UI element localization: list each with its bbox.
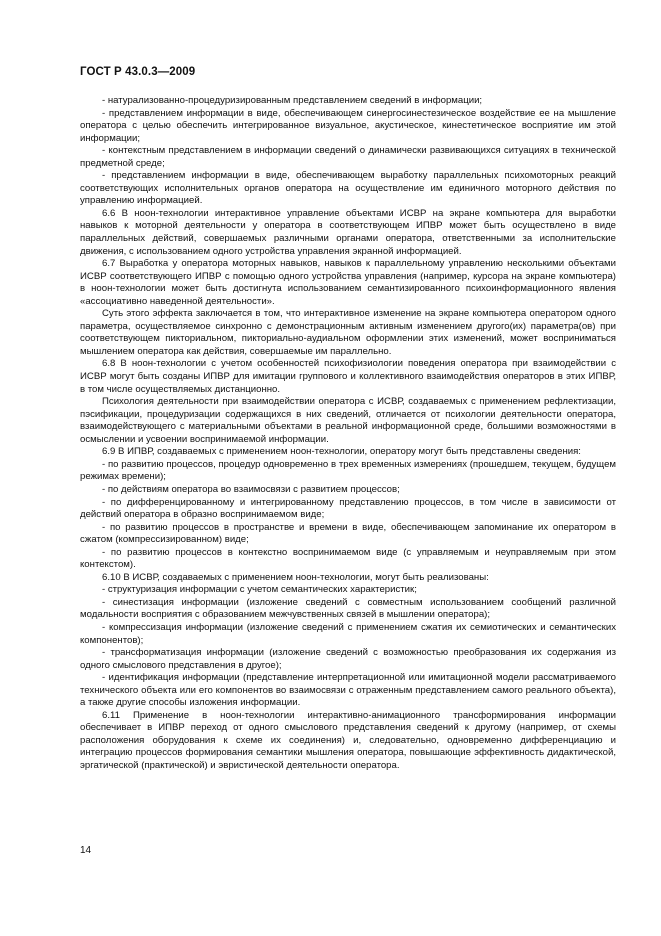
paragraph: - представлением информации в виде, обеспечивающем выработку параллельных психомоторных реакций соответствующих исполнительных органов оператора на осуществление им единичного моторного действия по управлению информацией. <box>80 170 616 207</box>
paragraph: 6.6 В ноон-технологии интерактивное управление объектами ИСВР на экране компьютера для выработки навыков к моторной деятельности у оператора в соответствующем ИПВР может быть осуществлено в виде параллельных действий, совершаемых различными органами оператора, ответственными за исполнительские движения, с использованием одного устройства управления экранной информацией. <box>80 207 616 257</box>
paragraph: - компрессизация информации (изложение сведений с применением сжатия их семиотических и семантических компонентов); <box>80 621 616 646</box>
paragraph: - синестизация информации (изложение сведений с совместным использованием сообщений различной модальности восприятия с образованием межчувственных связей в мышлении оператора); <box>80 596 616 621</box>
paragraph: Суть этого эффекта заключается в том, что интерактивное изменение на экране компьютера оператором одного параметра, осуществляемое синхронно с демонстрационным активным изменением другого(их) параметра(ов) при соответствующем пикториальном, пикториально-аудиальном оформлении этих изменений, может восприниматься мышлением оператора как действия, совершаемые им параллельно. <box>80 308 616 357</box>
paragraph: 6.10 В ИСВР, создаваемых с применением ноон-технологии, могут быть реализованы: <box>102 571 489 583</box>
paragraph: - по действиям оператора во взаимосвязи с развитием процессов; <box>102 483 400 495</box>
paragraph: - по развитию процессов, процедур одновременно в трех временных измерениях (прошедшем, текущем, будущем режимах времени); <box>80 458 616 483</box>
paragraph: - структуризация информации с учетом семантических характеристик; <box>102 584 417 596</box>
paragraph: 6.7 Выработка у оператора моторных навыков, навыков к параллельному управлению несколькими объектами ИСВР соответствующего ИПВР с помощью одного устройства управления (например, курсора на экране компьютера) в ноон-технологии может быть достигнута использованием семантизированного психоинформационного явления «ассоциативно наведенной деятельности». <box>80 258 616 307</box>
paragraph: 6.8 В ноон-технологии с учетом особенностей психофизиологии поведения оператора при взаимодействии с ИСВР могут быть созданы ИПВР для имитации группового и коллективного взаимодействия операторов в этих ИПВР, в том числе осуществляемых дистанционно. <box>80 358 616 395</box>
standard-header: ГОСТ Р 43.0.3—2009 <box>80 66 196 78</box>
paragraph: - по дифференцированному и интегрированному представлению процессов, в том числе в зависимости от действий оператора в образно воспринимаемом виде; <box>80 496 616 521</box>
paragraph: - трансформатизация информации (изложение сведений с возможностью преобразования их содержания из одного смыслового представления в другое); <box>80 647 616 671</box>
body-text <box>80 95 616 773</box>
paragraph: - идентификация информации (представление интерпретационной или имитационной модели рассматриваемого технического объекта или его компонентов во взаимосвязи с отраженным представлением самого реального объекта), а также другие способы изложения информации. <box>80 672 616 709</box>
paragraph: - по развитию процессов в пространстве и времени в виде, обеспечивающем запоминание их оператором в сжатом (компрессизированном) виде; <box>80 521 616 546</box>
paragraph: Психология деятельности при взаимодействии оператора с ИСВР, создаваемых с применением рефлектизации, пэсификации, процедуризации содержащихся в них сведений, отличается от психологии деятельности оператора, взаимодействующего с материальными объектами в реальной информационной среде, большими возможностями в осмыслении и усвоении воспринимаемой информации. <box>80 396 616 445</box>
paragraph: - по развитию процессов в контекстно воспринимаемом виде (с управляемым и неуправляемым при этом контекстом). <box>80 546 616 571</box>
page-number: 14 <box>80 845 92 856</box>
paragraph: - представлением информации в виде, обеспечивающем синергосинестезическое воздействие ее на мышление оператора с целью обеспечить интегрированное визуальное, акустическое, кинестетическое восприятие им этой информации; <box>80 107 616 144</box>
paragraph: 6.11 Применение в ноон-технологии интерактивно-анимационного трансформирования информации обеспечивает в ИПВР переход от одного смыслового представления сведений к другому (например, от схемы расположения оборудования к схеме их соединения) и, следовательно, одновременно дифференциацию и интеграцию процессов формирования семантики мышления оператора, повышающие эффективность дидактической, эргатической (практической) и эвристической деятельности оператора. <box>80 709 616 771</box>
paragraph: 6.9 В ИПВР, создаваемых с применением ноон-технологии, оператору могут быть представлены сведения: <box>102 446 581 458</box>
paragraph: - контекстным представлением в информации сведений о динамически развивающихся ситуациях в технической предметной среде; <box>80 145 616 169</box>
paragraph: - натурализованно-процедуризированным представлением сведений в информации; <box>102 95 483 106</box>
